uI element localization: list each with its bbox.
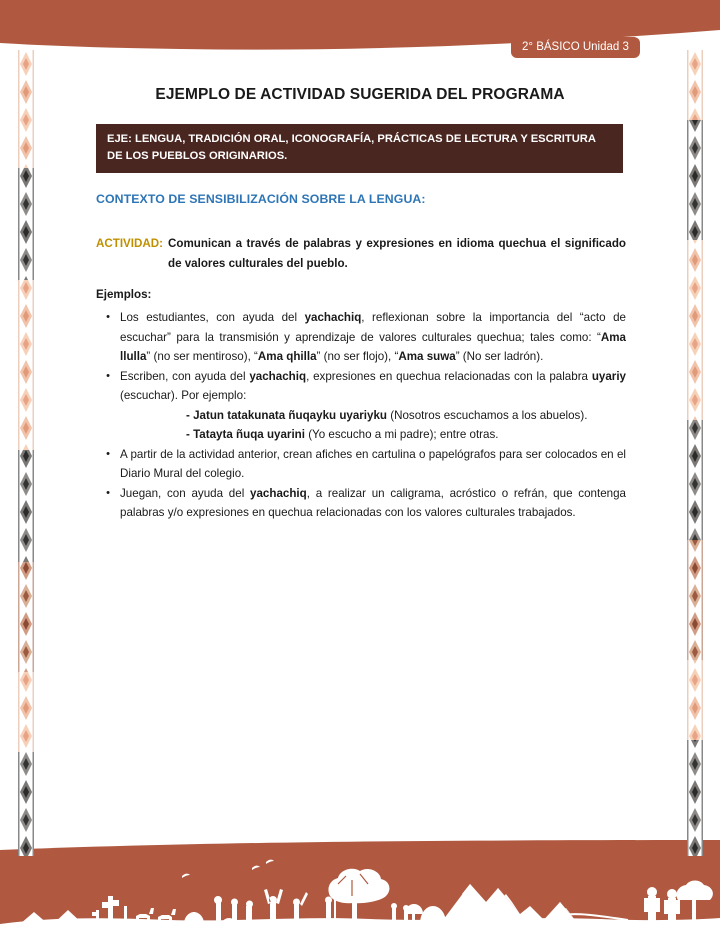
- list-item: [96, 308, 626, 367]
- list-item-text: [120, 445, 626, 484]
- emphasis-text: uyariy: [591, 369, 626, 383]
- plain-text: , a realizar un caligrama, acróstico o refrán, que contenga palabras y/o expresiones en quechua relacionadas con los valores culturales trabajados.: [120, 486, 626, 519]
- plain-text: ” (no ser mentiroso), “: [146, 350, 258, 363]
- right-woven-border: [687, 50, 703, 856]
- plain-text: (Yo escucho a mi padre); entre otras.: [304, 428, 499, 441]
- emphasis-text: Ama qhilla: [257, 350, 317, 363]
- emphasis-text: Ama suwa: [398, 350, 456, 363]
- emphasis-text: yachachiq: [304, 311, 362, 324]
- bullet-marker-icon: •: [106, 447, 110, 460]
- bullet-marker-icon: •: [106, 311, 110, 323]
- activity-block: [96, 234, 626, 273]
- plain-text: (escuchar). Por ejemplo:: [120, 389, 247, 402]
- emphasis-text: yachachiq: [250, 486, 307, 500]
- eje-bar: EJE: LENGUA, TRADICIÓN ORAL, ICONOGRAFÍA, PRÁCTICAS DE LECTURA Y ESCRITURA DE LOS PUEBLOS ORIGINARIOS.: [96, 124, 623, 173]
- list-item: [96, 445, 626, 484]
- left-woven-border: [18, 50, 34, 856]
- page-title: EJEMPLO DE ACTIVIDAD SUGERIDA DEL PROGRAMA: [155, 86, 565, 103]
- plain-text: Escriben, con ayuda del: [120, 369, 250, 383]
- emphasis-text: - Tatayta ñuqa uyarini: [186, 428, 305, 441]
- plain-text: Los estudiantes, con ayuda del: [120, 311, 305, 324]
- section-heading-contexto: CONTEXTO DE SENSIBILIZACIÓN SOBRE LA LENGUA:: [96, 192, 426, 206]
- emphasis-text: yachachiq: [249, 369, 307, 383]
- activity-label: ACTIVIDAD:: [96, 237, 163, 250]
- bullet-marker-icon: •: [106, 486, 110, 499]
- plain-text: , reflexionan sobre la importancia del “acto de escuchar” para la transmisión y aprendizaje de valores culturales quechua; tales como: “: [120, 311, 626, 344]
- plain-text: ” (No ser ladrón).: [455, 350, 544, 363]
- bullet-marker-icon: •: [106, 369, 110, 382]
- quechua-example-line: [186, 406, 626, 426]
- emphasis-text: Ama llulla: [120, 330, 626, 363]
- plain-text: , expresiones en quechua relacionadas con la palabra: [306, 369, 592, 383]
- quechua-example-line: [186, 425, 626, 445]
- examples-label: Ejemplos:: [96, 288, 152, 301]
- plain-text: (Nosotros escuchamos a los abuelos).: [387, 408, 588, 422]
- list-item: [96, 367, 626, 445]
- list-item-text: [120, 367, 626, 445]
- activity-text: Comunican a través de palabras y expresiones en idioma quechua el significado de valores culturales del pueblo.: [167, 237, 626, 270]
- plain-text: A partir de la actividad anterior, crean afiches en cartulina o papelógrafos para ser colocados en el Diario Mural del colegio.: [120, 447, 626, 480]
- plain-text: ” (no ser flojo), “: [316, 350, 399, 363]
- plain-text: Juegan, con ayuda del: [120, 486, 251, 500]
- list-item-text: [120, 308, 626, 367]
- examples-bullet-list: [96, 308, 626, 523]
- emphasis-text: - Jatun tatakunata ñuqayku uyariyku: [186, 408, 388, 422]
- unit-badge: 2° BÁSICO Unidad 3: [511, 37, 640, 58]
- footer-illustration: [0, 840, 720, 932]
- list-item-text: [120, 484, 626, 523]
- list-item: [96, 484, 626, 523]
